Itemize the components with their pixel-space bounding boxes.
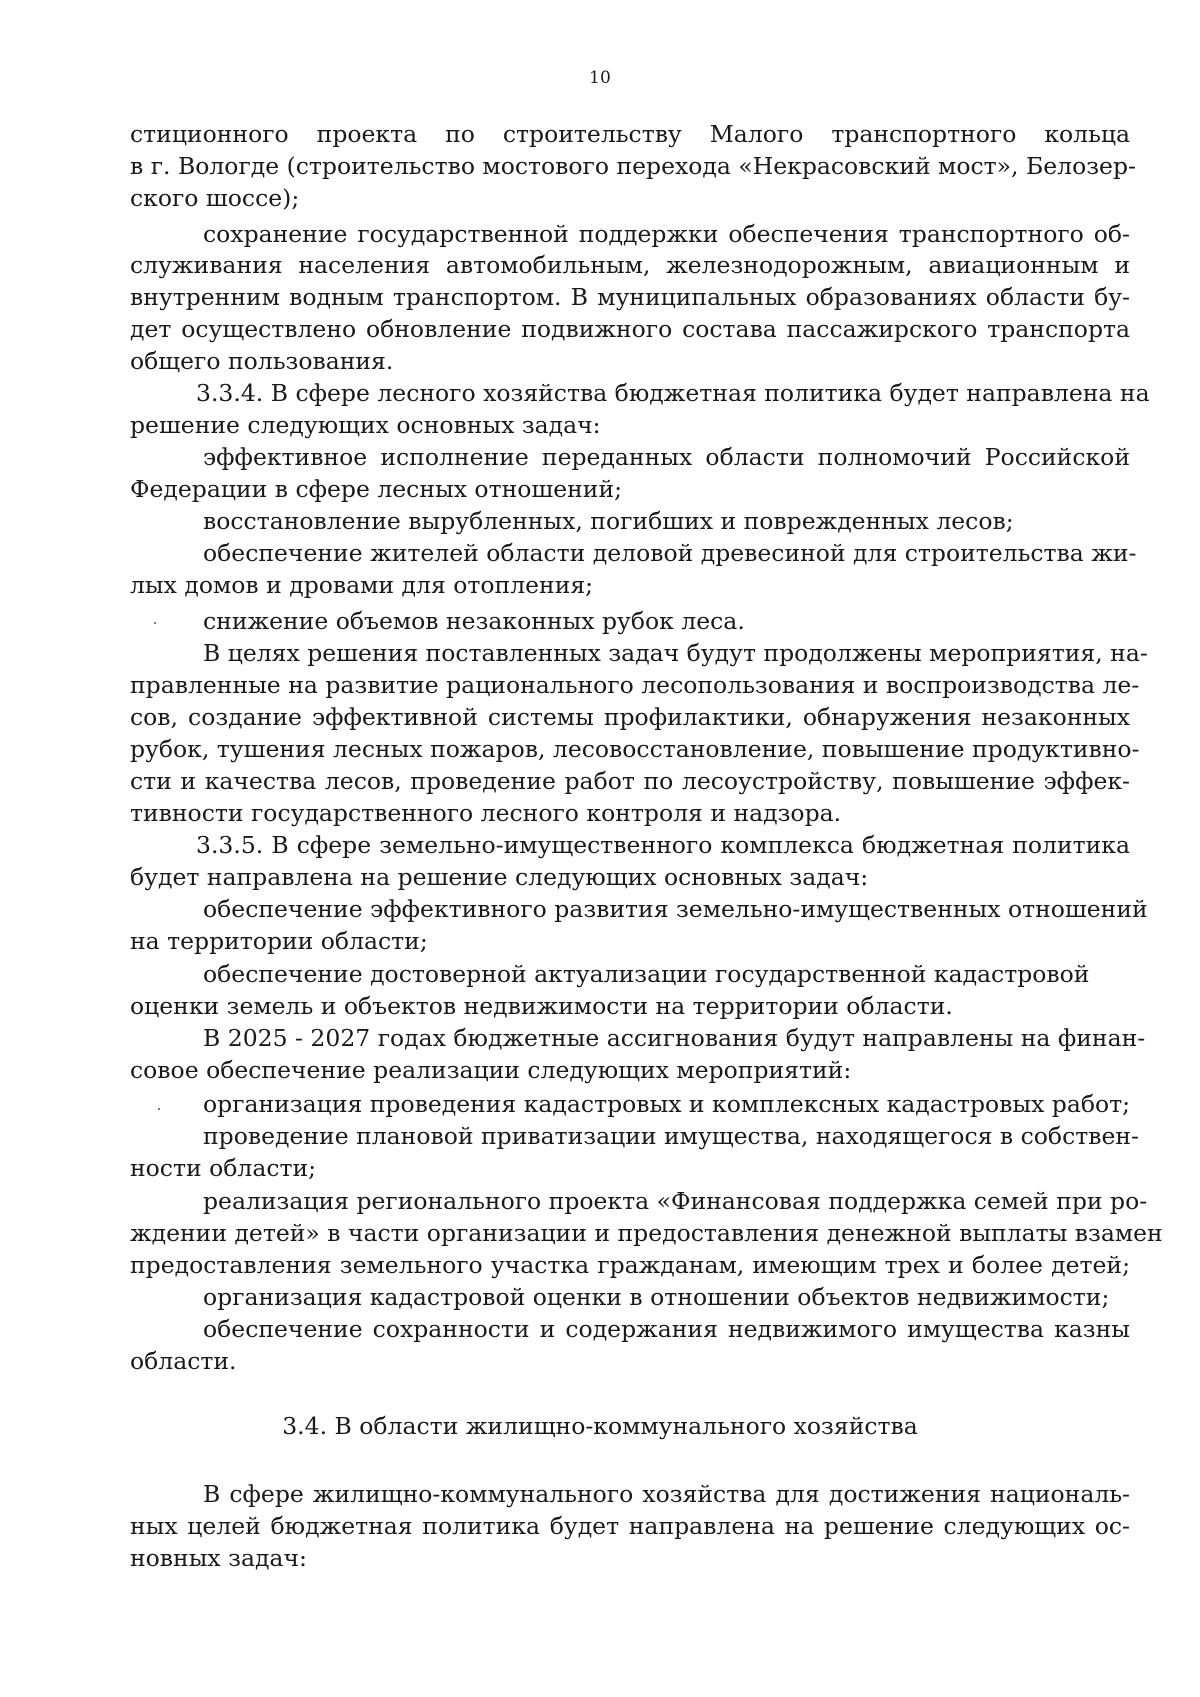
text-line: сти и качества лесов, проведение работ по лесоустройству, повышение эффек- xyxy=(130,767,1130,795)
text-line: обеспечение сохранности и содержания недвижимого имущества казны xyxy=(203,1315,1130,1343)
text-line: ности области; xyxy=(130,1154,317,1182)
text-line: в г. Вологде (строительство мостового перехода «Некрасовский мост», Белозер- xyxy=(130,152,1136,180)
text-line: обеспечение эффективного развития земельно-имущественных отношений xyxy=(203,895,1148,923)
text-line: на территории области; xyxy=(130,927,428,955)
text-line: сов, создание эффективной системы профилактики, обнаружения незаконных xyxy=(130,703,1130,731)
text-line: В целях решения поставленных задач будут продолжены мероприятия, на- xyxy=(203,639,1148,667)
text-line: В сфере жилищно-коммунального хозяйства для достижения националь- xyxy=(203,1480,1130,1508)
text-line: стиционного проекта по строительству Малого транспортного кольца xyxy=(130,120,1130,148)
text-line: обеспечение достоверной актуализации государственной кадастровой xyxy=(203,960,1090,988)
text-line: проведение плановой приватизации имущества, находящегося в собствен- xyxy=(203,1122,1139,1150)
text-line: совое обеспечение реализации следующих мероприятий: xyxy=(130,1056,852,1084)
text-line: восстановление вырубленных, погибших и поврежденных лесов; xyxy=(203,507,1014,535)
scan-speck xyxy=(158,1108,160,1110)
text-line: ных целей бюджетная политика будет направлена на решение следующих ос- xyxy=(130,1512,1130,1540)
text-line: внутренним водным транспортом. В муниципальных образованиях области бу- xyxy=(130,283,1130,311)
text-line: 3.3.4. В сфере лесного хозяйства бюджетная политика будет направлена на xyxy=(196,379,1150,407)
text-line: предоставления земельного участка гражданам, имеющим трех и более детей; xyxy=(130,1251,1130,1279)
text-line: области. xyxy=(130,1347,237,1375)
text-line: правленные на развитие рационального лесопользования и воспроизводства ле- xyxy=(130,671,1140,699)
text-line: сохранение государственной поддержки обеспечения транспортного об- xyxy=(203,220,1130,248)
text-line: эффективное исполнение переданных области полномочий Российской xyxy=(203,443,1130,471)
text-line: тивности государственного лесного контроля и надзора. xyxy=(130,799,842,827)
text-line: лых домов и дровами для отопления; xyxy=(130,571,594,599)
text-line: общего пользования. xyxy=(130,347,394,375)
text-line: организация кадастровой оценки в отношении объектов недвижимости; xyxy=(203,1283,1110,1311)
text-line: организация проведения кадастровых и комплексных кадастровых работ; xyxy=(203,1090,1131,1118)
page-number: 10 xyxy=(589,68,611,88)
text-line: новных задач: xyxy=(130,1544,307,1572)
text-line: 3.3.5. В сфере земельно-имущественного комплекса бюджетная политика xyxy=(196,831,1130,859)
text-line: В 2025 - 2027 годах бюджетные ассигнования будут направлены на финан- xyxy=(203,1024,1146,1052)
text-line: оценки земель и объектов недвижимости на территории области. xyxy=(130,992,953,1020)
text-line: ского шоссе); xyxy=(130,184,300,212)
text-line: дет осуществлено обновление подвижного состава пассажирского транспорта xyxy=(130,315,1130,343)
text-line: служивания населения автомобильным, железнодорожным, авиационным и xyxy=(130,251,1130,279)
text-line: Федерации в сфере лесных отношений; xyxy=(130,475,623,503)
text-line: обеспечение жителей области деловой древесиной для строительства жи- xyxy=(203,539,1137,567)
text-line: реализация регионального проекта «Финансовая поддержка семей при ро- xyxy=(203,1187,1148,1215)
text-line: будет направлена на решение следующих основных задач: xyxy=(130,863,869,891)
text-line: ждении детей» в части организации и предоставления денежной выплаты взамен xyxy=(130,1219,1163,1247)
text-line: снижение объемов незаконных рубок леса. xyxy=(203,607,745,635)
section-heading: 3.4. В области жилищно-коммунального хозяйства xyxy=(282,1412,918,1440)
scan-speck xyxy=(154,622,156,624)
text-line: решение следующих основных задач: xyxy=(130,411,601,439)
text-line: рубок, тушения лесных пожаров, лесовосстановление, повышение продуктивно- xyxy=(130,735,1140,763)
